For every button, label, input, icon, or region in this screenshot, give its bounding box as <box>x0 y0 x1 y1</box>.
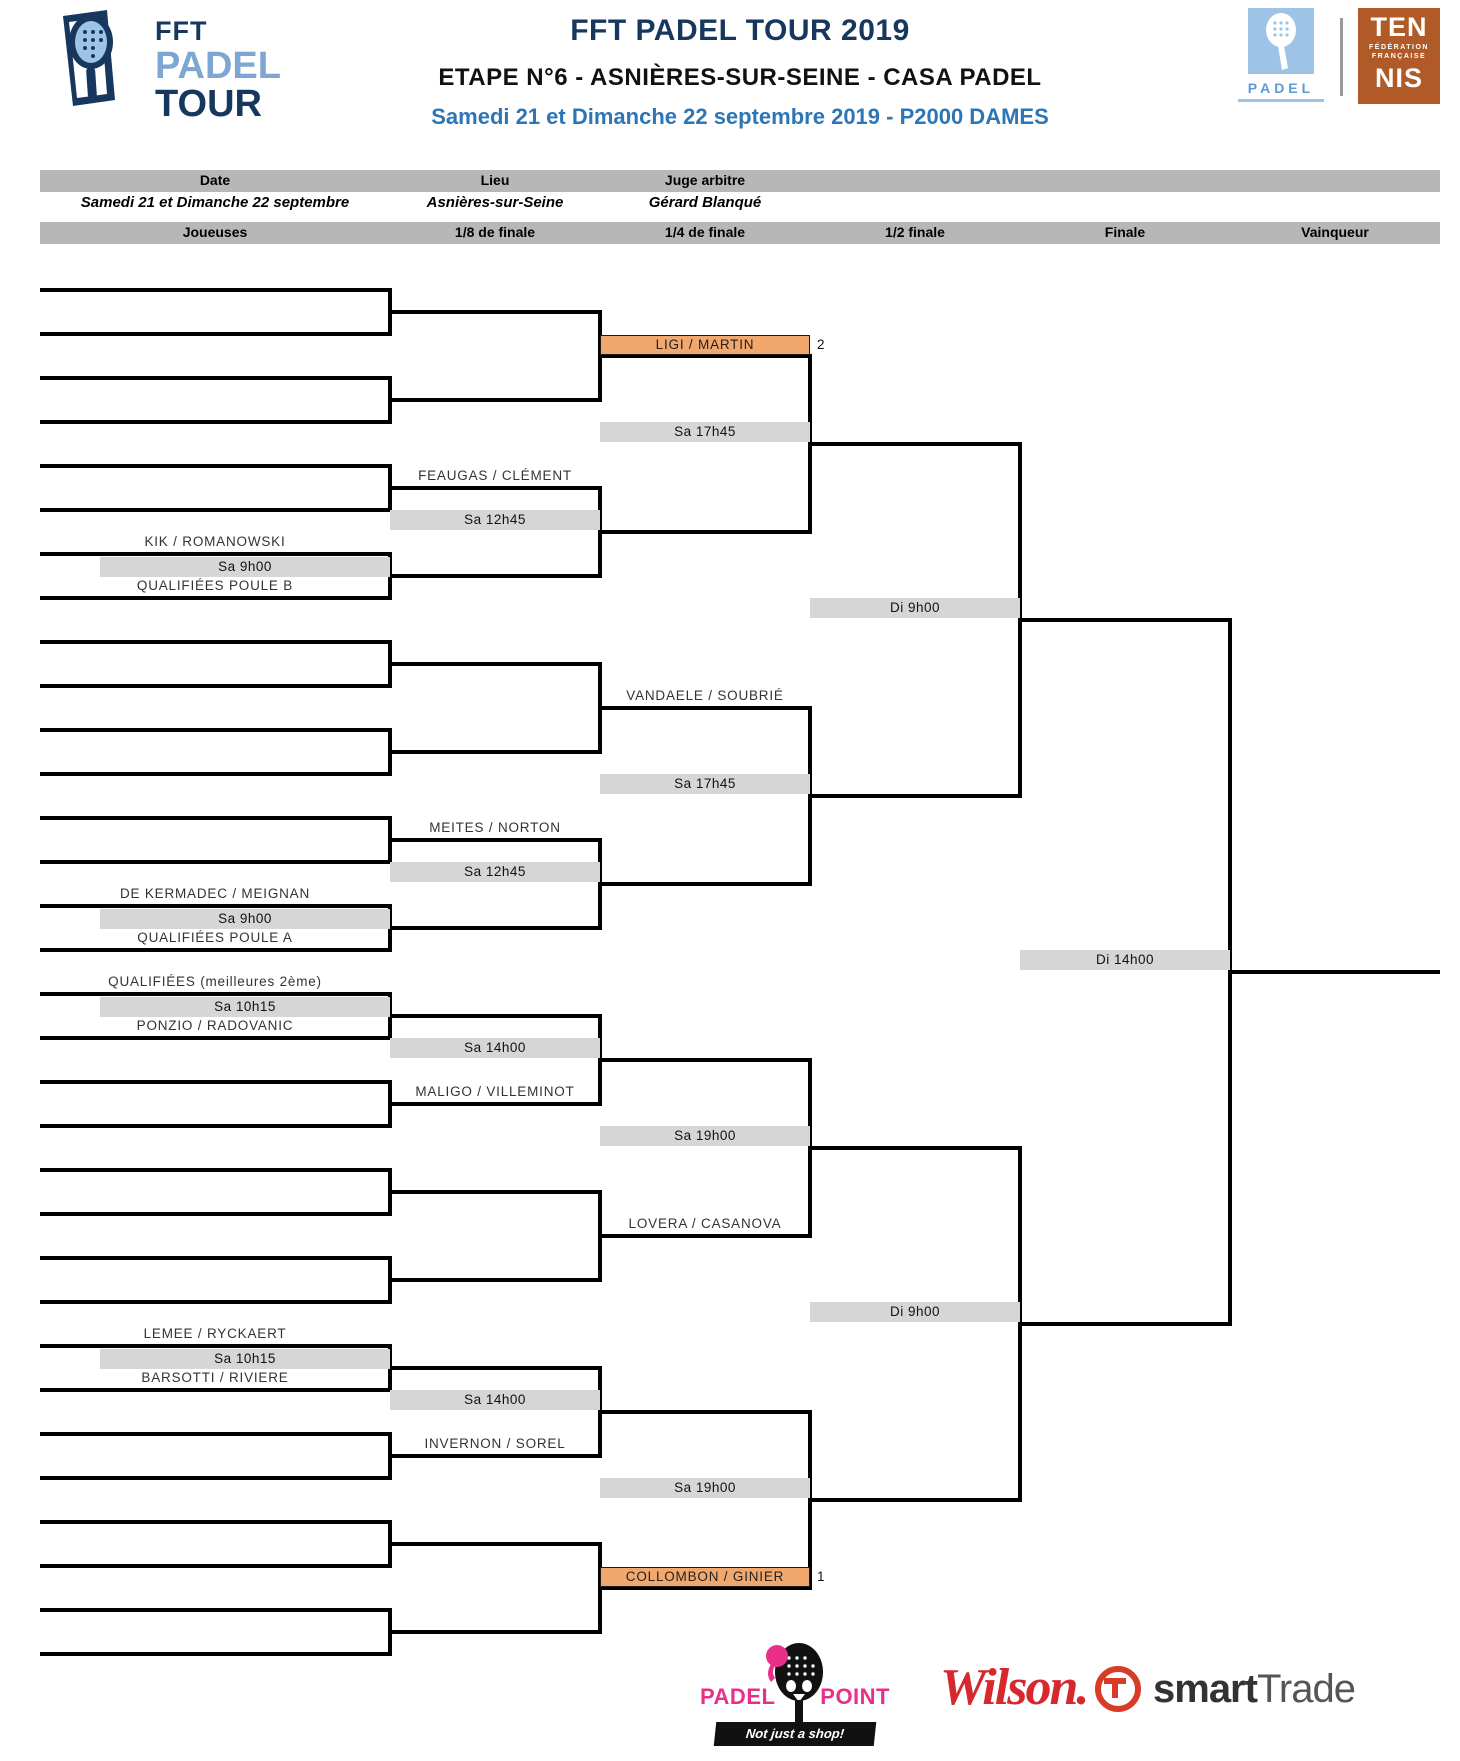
entry-team-label: QUALIFIÉES POULE B <box>136 578 294 593</box>
bracket-line <box>40 1432 390 1436</box>
bracket-line <box>390 1102 600 1106</box>
r16-match-time: Sa 14h00 <box>390 1038 600 1058</box>
r16-team-label: MALIGO / VILLEMINOT <box>415 1084 575 1099</box>
bracket-line <box>40 1256 390 1260</box>
bracket-line <box>600 882 810 886</box>
bracket-line <box>390 926 600 930</box>
qf-match-time: Sa 17h45 <box>600 774 810 794</box>
entry-team-label: KIK / ROMANOWSKI <box>144 534 286 549</box>
bracket-line <box>40 948 390 952</box>
bracket-line <box>40 1080 390 1084</box>
bracket-line <box>390 486 600 490</box>
bracket-line <box>40 1344 390 1348</box>
r16-match-time: Sa 12h45 <box>390 510 600 530</box>
finalist-bar: LIGI / MARTIN <box>600 335 810 355</box>
bracket-line <box>390 662 600 666</box>
final-match-time: Di 14h00 <box>1020 950 1230 970</box>
brand-tour: TOUR <box>155 83 262 125</box>
seed-number: 1 <box>817 1569 825 1584</box>
r16-team-label: MEITES / NORTON <box>429 820 561 835</box>
r16-match-time: Sa 12h45 <box>390 862 600 882</box>
r16-team-label: FEAUGAS / CLÉMENT <box>418 468 572 483</box>
finalist-bar: COLLOMBON / GINIER <box>600 1567 810 1587</box>
entry-team-label: DE KERMADEC / MEIGNAN <box>119 886 311 901</box>
bracket-line <box>40 1520 390 1524</box>
tennis-logo-bottom: NIS <box>1374 62 1423 93</box>
info-header-juge-arbitre: Juge arbitre <box>664 172 746 188</box>
smarttrade-logo <box>1095 1666 1355 1712</box>
stage-title: ETAPE N°6 - ASNIÈRES-SUR-SEINE - CASA PADEL <box>438 64 1042 91</box>
bracket-line <box>40 1212 390 1216</box>
bracket-line <box>40 332 390 336</box>
bracket-line <box>390 1366 600 1370</box>
bracket-line <box>390 838 600 842</box>
bracket-line <box>390 1454 600 1458</box>
bracket-line <box>40 376 390 380</box>
bracket-line <box>600 530 810 534</box>
sf-match-time: Di 9h00 <box>810 598 1020 618</box>
bracket-line <box>40 1476 390 1480</box>
round-header: 1/2 finale <box>885 224 945 240</box>
bracket-line <box>810 1146 1020 1150</box>
bracket-line <box>40 1168 390 1172</box>
entry-team-label: PONZIO / RADOVANIC <box>136 1018 294 1033</box>
bracket-line <box>40 420 390 424</box>
bracket-line <box>40 1388 390 1392</box>
bracket-line <box>810 442 1020 446</box>
info-header-lieu: Lieu <box>480 172 510 188</box>
bracket-line <box>1020 618 1230 622</box>
smarttrade-bold-label: smart <box>1153 1666 1257 1711</box>
bracket-line <box>40 684 390 688</box>
info-value: Samedi 21 et Dimanche 22 septembre <box>80 194 350 211</box>
brand-fft: FFT <box>155 16 208 46</box>
bracket-line <box>40 552 390 556</box>
qf-team-label: LOVERA / CASANOVA <box>628 1216 782 1231</box>
bracket-line <box>600 706 810 710</box>
bracket-line <box>40 1608 390 1612</box>
bracket-line <box>40 1652 390 1656</box>
bracket-line <box>40 1300 390 1304</box>
info-value: Gérard Blanqué <box>648 194 762 211</box>
r16-team-label: INVERNON / SOREL <box>424 1436 566 1451</box>
round-header: Finale <box>1104 224 1146 240</box>
bracket-line <box>40 1036 390 1040</box>
qf-match-time: Sa 19h00 <box>600 1478 810 1498</box>
bracket-line <box>390 1190 600 1194</box>
bracket-line <box>40 464 390 468</box>
padel-point-right-label: POINT <box>820 1684 890 1709</box>
bracket-line <box>40 992 390 996</box>
r16-match-time: Sa 14h00 <box>390 1390 600 1410</box>
date-category-title: Samedi 21 et Dimanche 22 septembre 2019 - P2000 DAMES <box>431 104 1049 129</box>
smarttrade-icon <box>1095 1666 1141 1712</box>
bracket-line <box>40 1124 390 1128</box>
entry-team-label: LEMEE / RYCKAERT <box>143 1326 287 1341</box>
bracket-line <box>600 1234 810 1238</box>
entry-match-time: Sa 10h15 <box>100 997 390 1017</box>
info-value: Asnières-sur-Seine <box>426 194 564 211</box>
padel-point-left-label: PADEL <box>700 1684 776 1709</box>
bracket-line <box>390 1542 600 1546</box>
bracket-line <box>40 288 390 292</box>
entry-team-label: BARSOTTI / RIVIERE <box>141 1370 289 1385</box>
entry-match-time: Sa 10h15 <box>100 1349 390 1369</box>
bracket-line <box>390 1278 600 1282</box>
round-header: 1/8 de finale <box>454 224 536 240</box>
bracket-line <box>810 1498 1020 1502</box>
tennis-logo-federation: FÉDÉRATION <box>1369 44 1429 51</box>
qf-match-time: Sa 17h45 <box>600 422 810 442</box>
bracket-line <box>390 1014 600 1018</box>
bracket-line <box>600 1058 810 1062</box>
bracket-line <box>40 816 390 820</box>
bracket-line <box>600 1410 810 1414</box>
bracket-line <box>390 1630 600 1634</box>
main-title: FFT PADEL TOUR 2019 <box>570 14 910 47</box>
sf-match-time: Di 9h00 <box>810 1302 1020 1322</box>
padel-point-tagline: Not just a shop! <box>714 1722 877 1746</box>
bracket-line <box>1230 970 1440 974</box>
entry-team-label: QUALIFIÉES POULE A <box>137 930 293 945</box>
wilson-logo: Wilson. <box>940 1659 1088 1716</box>
entry-match-time: Sa 9h00 <box>100 557 390 577</box>
bracket-line <box>810 794 1020 798</box>
bracket-line <box>40 1564 390 1568</box>
info-header-date: Date <box>199 172 231 188</box>
bracket-line <box>40 508 390 512</box>
round-header: Joueuses <box>182 224 248 240</box>
padel-logo-label: PADEL <box>1247 80 1315 96</box>
seed-number: 2 <box>817 337 825 352</box>
tennis-logo-top: TEN <box>1370 12 1428 42</box>
round-header: 1/4 de finale <box>664 224 746 240</box>
bracket-line <box>40 596 390 600</box>
bracket-line <box>390 398 600 402</box>
bracket-line <box>40 640 390 644</box>
qf-team-label: VANDAELE / SOUBRIÉ <box>626 688 784 703</box>
qf-match-time: Sa 19h00 <box>600 1126 810 1146</box>
bracket-line <box>40 904 390 908</box>
round-header: Vainqueur <box>1301 224 1369 240</box>
bracket-line <box>390 310 600 314</box>
tennis-logo-francaise: FRANÇAISE <box>1371 52 1427 60</box>
entry-match-time: Sa 9h00 <box>100 909 390 929</box>
smarttrade-light-label: Trade <box>1256 1666 1355 1711</box>
bracket-line <box>390 574 600 578</box>
entry-team-label: QUALIFIÉES (meilleures 2ème) <box>108 974 322 989</box>
bracket-line <box>40 860 390 864</box>
brand-padel: PADEL <box>155 45 281 87</box>
bracket-line <box>390 750 600 754</box>
bracket-line <box>40 772 390 776</box>
padel-point-logo <box>700 1642 890 1754</box>
bracket-line <box>40 728 390 732</box>
bracket-line <box>1020 1322 1230 1326</box>
